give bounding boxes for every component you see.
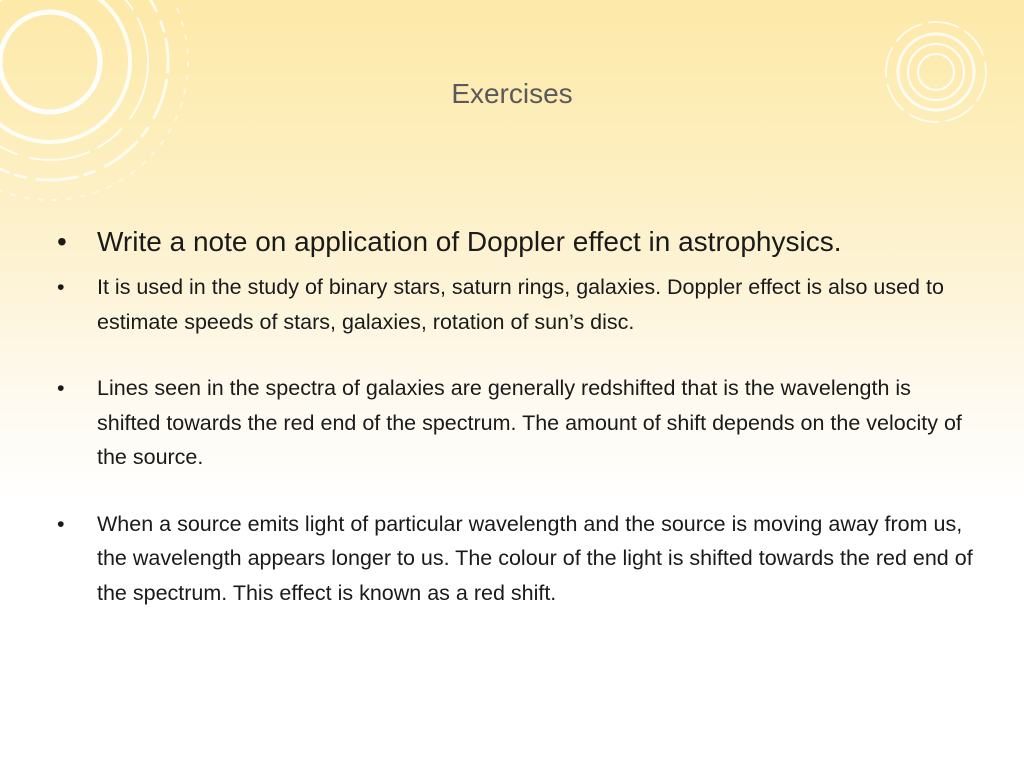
decorative-circles [0,0,1024,260]
bullet-marker: • [57,511,65,536]
bullet-text: It is used in the study of binary stars, saturn rings, galaxies. Doppler effect is also used to estimate speeds of stars, galaxies, rotation of sun’s disc. [97,275,944,334]
bullet-text: Write a note on application of Doppler effect in astrophysics. [97,226,842,257]
slide-title: Exercises [451,78,573,109]
bullet-item [55,270,975,339]
bullet-item [55,371,975,475]
bullet-text: When a source emits light of particular wavelength and the source is moving away from us, the wavelength appears longer to us. The colour of the light is shifted towards the red end of the spectrum. This effect is known as a red shift. [97,511,973,605]
bullet-item [55,222,975,262]
bullet-marker: • [57,275,65,299]
bullet-marker: • [57,376,65,400]
bullet-item [55,507,975,611]
bullet-marker: • [57,226,67,257]
bullet-text: Lines seen in the spectra of galaxies are generally redshifted that is the wavelength is shifted towards the red end of the spectrum. The amount of shift depends on the velocity of the source. [97,376,962,469]
bullet-list [55,222,975,610]
